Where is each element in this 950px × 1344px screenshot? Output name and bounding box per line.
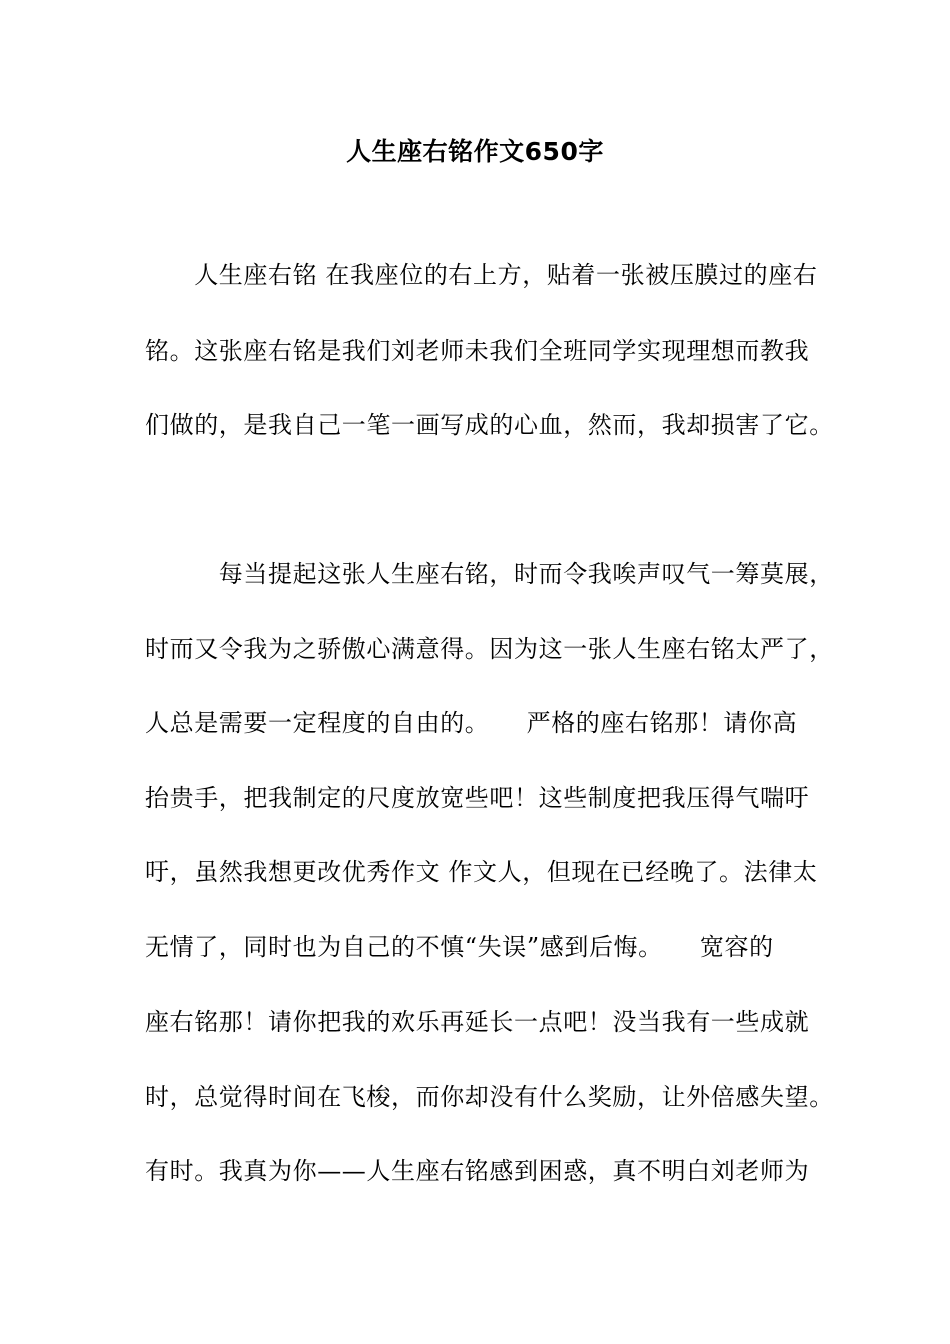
text-line: 铭。这张座右铭是我们刘老师未我们全班同学实现理想而教我	[145, 337, 810, 365]
text-line: 无情了，同时也为自己的不慎“失误”感到后悔。 宽容的	[145, 933, 774, 961]
text-line: 时而又令我为之骄傲心满意得。因为这一张人生座右铭太严了，	[145, 635, 834, 663]
text-line: 有时。我真为你——人生座右铭感到困惑，真不明白刘老师为	[145, 1157, 810, 1185]
text-line: 座右铭那！请你把我的欢乐再延长一点吧！没当我有一些成就	[145, 1008, 810, 1036]
text-line: 每当提起这张人生座右铭，时而令我唉声叹气一筹莫展，	[145, 560, 834, 588]
text-line: 抬贵手，把我制定的尺度放宽些吧！这些制度把我压得气喘吁	[145, 784, 810, 812]
text-line: 时，总觉得时间在飞梭，而你却没有什么奖励，让外倍感失望。	[145, 1083, 834, 1111]
text-line: 人生座右铭 在我座位的右上方，贴着一张被压膜过的座右	[145, 261, 818, 289]
text-line: 人总是需要一定程度的自由的。 严格的座右铭那！请你高	[145, 709, 798, 737]
text-line: 们做的，是我自己一笔一画写成的心血，然而，我却损害了它。	[145, 411, 834, 439]
document-title: 人生座右铭作文650字	[346, 137, 604, 166]
text-line: 吁，虽然我想更改优秀作文 作文人，但现在已经晚了。法律太	[145, 858, 818, 886]
